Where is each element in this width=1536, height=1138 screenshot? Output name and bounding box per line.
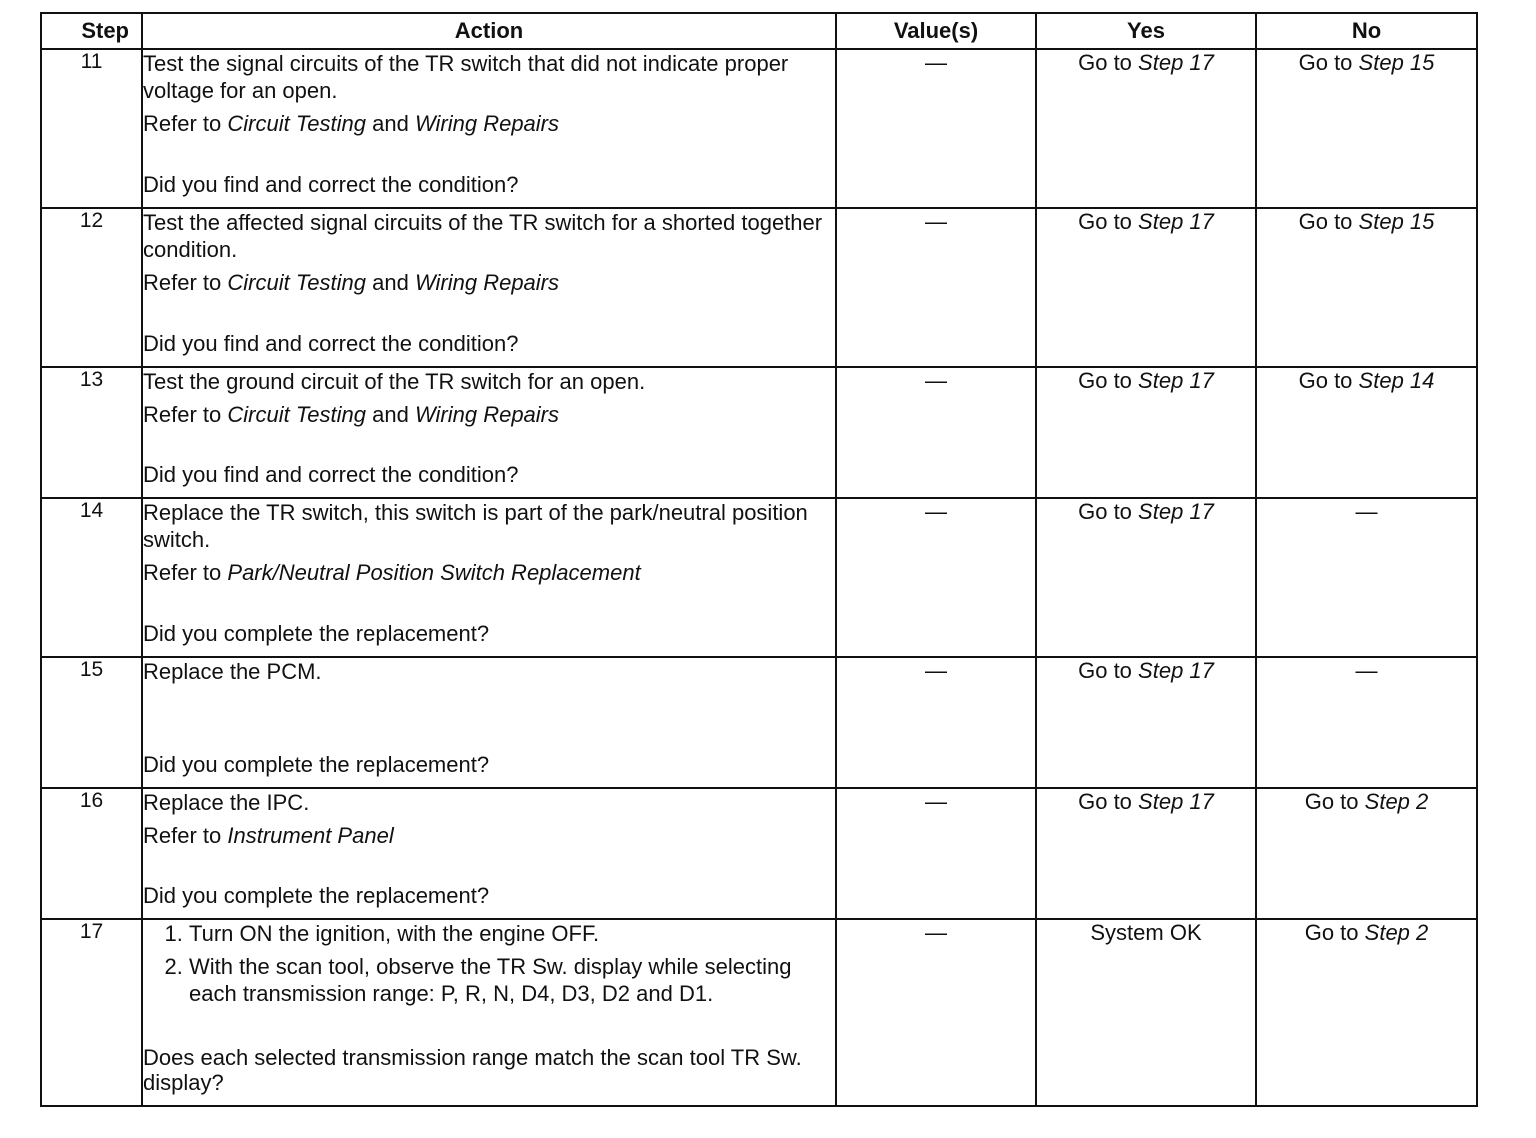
action-cell [142,367,836,498]
action-text: Test the ground circuit of the TR switch for an open. [143,369,646,394]
action-question: Did you find and correct the condition? [143,331,519,356]
go-to-label: Go to [1298,50,1353,75]
yes-cell [1036,49,1256,208]
table-row-step-17 [41,919,1477,1106]
no-step-ref: Step 2 [1364,920,1429,945]
reference-link: Circuit Testing [227,402,366,427]
action-text: Test the signal circuits of the TR switch that did not indicate proper voltage for an open. [143,51,789,103]
reference-link: Wiring Repairs [414,270,560,295]
step-number: 17 [41,919,142,1106]
table-row-step-12 [41,208,1477,367]
value-cell: — [836,208,1036,367]
action-cell [142,208,836,367]
refer-label: Refer to [143,111,222,136]
action-cell [142,788,836,919]
yes-step-ref: Step 17 [1138,368,1214,393]
header-no: No [1256,13,1477,49]
table-row-step-11 [41,49,1477,208]
no-cell [1256,367,1477,498]
go-to-label: Go to [1078,658,1132,683]
and-label: and [372,270,409,295]
go-to-label: Go to [1078,789,1132,814]
refer-label: Refer to [143,270,222,295]
yes-cell [1036,208,1256,367]
and-label: and [372,111,409,136]
action-text: Replace the TR switch, this switch is part of the park/neutral position switch. [143,500,808,552]
no-cell: — [1256,498,1477,657]
refer-label: Refer to [143,402,222,427]
go-to-label: Go to [1078,50,1132,75]
no-cell [1256,49,1477,208]
no-cell: — [1256,657,1477,788]
header-step: Step [41,13,142,49]
yes-step-ref: Step 17 [1138,209,1214,234]
no-step-ref: Step 15 [1358,50,1435,75]
reference-link: Circuit Testing [227,270,366,295]
refer-line [143,110,835,137]
action-question: Does each selected transmission range match the scan tool TR Sw. display? [143,1045,802,1095]
table-row-step-15 [41,657,1477,788]
reference-link: Circuit Testing [227,111,366,136]
yes-cell [1036,367,1256,498]
step-number: 14 [41,498,142,657]
reference-link: Wiring Repairs [414,402,560,427]
yes-cell [1036,788,1256,919]
step-number: 13 [41,367,142,498]
step-number: 16 [41,788,142,919]
procedure-list [143,920,835,1007]
yes-cell [1036,657,1256,788]
value-cell: — [836,919,1036,1106]
table-row-step-16 [41,788,1477,919]
action-question: Did you find and correct the condition? [143,462,519,487]
value-cell: — [836,49,1036,208]
header-yes: Yes [1036,13,1256,49]
no-cell [1256,788,1477,919]
table-row-step-14 [41,498,1477,657]
no-step-ref: Step 2 [1364,789,1429,814]
step-number: 15 [41,657,142,788]
yes-cell [1036,498,1256,657]
refer-label: Refer to [143,560,222,585]
no-cell [1256,208,1477,367]
diagnostic-table [40,12,1478,1107]
table-row-step-13 [41,367,1477,498]
refer-line [143,559,835,586]
yes-cell: System OK [1036,919,1256,1106]
refer-label: Refer to [143,823,222,848]
go-to-label: Go to [1078,368,1132,393]
diagnostic-table-wrapper [40,12,1476,1107]
and-label: and [372,402,409,427]
action-text: Test the affected signal circuits of the TR switch for a shorted together condition. [143,210,823,262]
no-cell [1256,919,1477,1106]
step-number: 12 [41,208,142,367]
value-cell: — [836,367,1036,498]
go-to-label: Go to [1298,368,1353,393]
action-text: Replace the IPC. [143,790,310,815]
yes-step-ref: Step 17 [1138,499,1214,524]
action-cell [142,498,836,657]
action-text: Replace the PCM. [143,659,322,684]
action-question: Did you find and correct the condition? [143,172,519,197]
refer-line [143,401,835,428]
action-cell [142,657,836,788]
no-step-ref: Step 15 [1358,209,1435,234]
value-cell: — [836,657,1036,788]
header-row [41,13,1477,49]
yes-step-ref: Step 17 [1138,50,1214,75]
action-question: Did you complete the replacement? [143,752,490,777]
refer-line [143,822,835,849]
action-question: Did you complete the replacement? [143,621,490,646]
refer-line [143,269,835,296]
no-step-ref: Step 14 [1358,368,1435,393]
header-action: Action [142,13,836,49]
value-cell: — [836,788,1036,919]
value-cell: — [836,498,1036,657]
procedure-item: 2. With the scan tool, observe the TR Sw. display while selecting each transmission range: P, R, N, D4, D3, D2 and D1. [189,953,835,1007]
reference-link: Park/Neutral Position Switch Replacement [227,560,641,585]
yes-step-ref: Step 17 [1138,658,1214,683]
header-values: Value(s) [836,13,1036,49]
go-to-label: Go to [1078,499,1132,524]
go-to-label: Go to [1298,209,1353,234]
go-to-label: Go to [1304,789,1359,814]
yes-step-ref: Step 17 [1138,789,1214,814]
procedure-item: 1. Turn ON the ignition, with the engine OFF. [189,920,835,947]
action-cell [142,49,836,208]
reference-link: Instrument Panel [227,823,394,848]
go-to-label: Go to [1304,920,1359,945]
go-to-label: Go to [1078,209,1132,234]
step-number: 11 [41,49,142,208]
reference-link: Wiring Repairs [414,111,560,136]
action-question: Did you complete the replacement? [143,883,490,908]
action-cell [142,919,836,1106]
